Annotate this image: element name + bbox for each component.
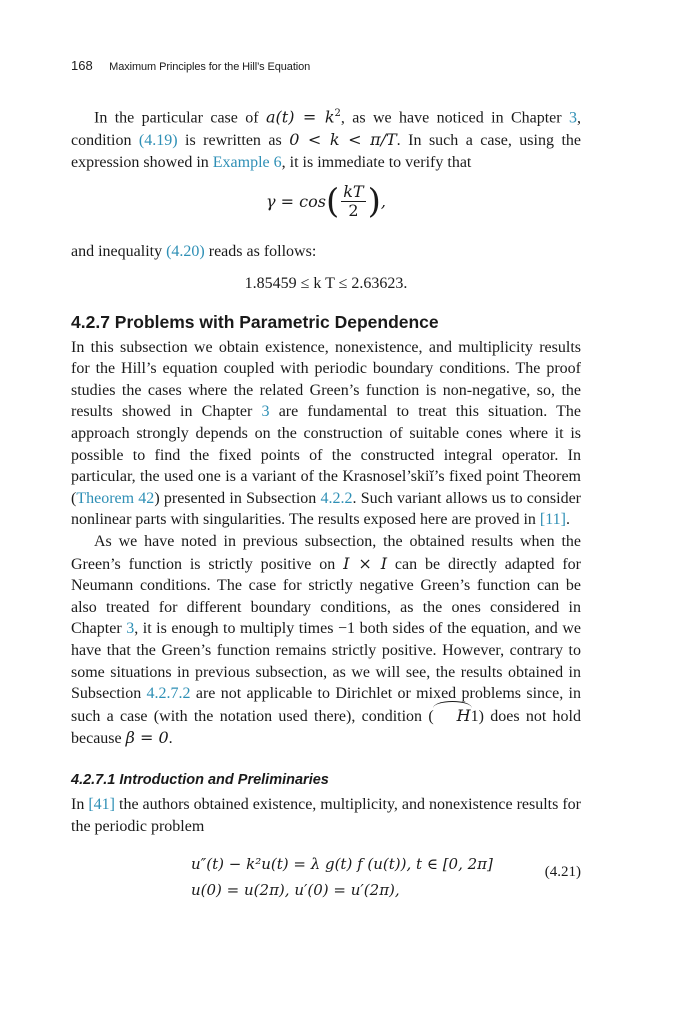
subsection-4-2-2-link[interactable]: 4.2.2 <box>320 489 353 507</box>
page-body <box>71 103 581 903</box>
math-beta: β = 0 <box>125 728 169 748</box>
chapter-3-link[interactable]: 3 <box>569 109 578 127</box>
paragraph-4 <box>71 531 581 750</box>
equation-line-1: u″(t) − k²u(t) = λ g(t) f (u(t)), t ∈ [0, 2π] <box>191 855 493 874</box>
text: . <box>168 730 173 748</box>
section-heading: 4.2.7 Problems with Parametric Dependence <box>71 311 439 332</box>
equation-number: (4.21) <box>544 864 581 881</box>
text: and inequality <box>71 243 167 261</box>
text: In this subsection we obtain existence, nonexistence, and multiplicity results for the Hill’s equation coupled with periodic boundary conditions. The proof studies the cases where the related Green’s function is non-negative, so, the results showed in Chapter <box>71 338 581 421</box>
right-paren: ) <box>367 181 381 222</box>
left-paren: ( <box>325 181 340 222</box>
page-number: 168 <box>71 58 93 73</box>
inequality: 1.85459 ≤ k T ≤ 2.63623. <box>244 274 408 292</box>
equation-lines <box>191 851 581 903</box>
text: . <box>565 511 570 529</box>
text: the authors obtained existence, multiplicity, and nonexistence results for the periodic problem <box>71 795 582 835</box>
eq-4-19-link[interactable]: (4.19) <box>138 131 178 149</box>
text: ) does not hold because <box>71 707 581 748</box>
equation-line-2: u(0) = u(2π), u′(0) = u′(2π), <box>191 881 400 900</box>
text: . Such variant allows us to consider nonlinear parts with singularities. The results exposed here are proved in <box>71 489 582 529</box>
math-k-range: 0 < k < π/T <box>289 129 397 149</box>
eq-4-20-link[interactable]: (4.20) <box>166 243 205 261</box>
equation-4-21 <box>71 851 581 903</box>
running-title: Maximum Principles for the Hill’s Equation <box>109 61 311 73</box>
text: In the particular case of <box>94 109 266 127</box>
paragraph-1 <box>71 103 581 173</box>
example-6-link[interactable]: Example 6 <box>212 153 282 171</box>
math-a-of-t: a(t) = k <box>266 107 335 127</box>
fraction-numerator: kT <box>343 182 364 202</box>
paragraph-5 <box>71 794 581 837</box>
running-header <box>71 57 310 75</box>
theorem-42-link[interactable]: Theorem 42 <box>76 489 155 507</box>
gamma-lhs: γ = cos <box>266 192 326 212</box>
text: , as we have noticed in Chapter <box>340 109 570 127</box>
text: is rewritten as <box>177 131 290 149</box>
math-IxI: I × I <box>343 553 388 573</box>
text: As we have noted in previous subsection, the obtained results when the Green’s function is strictly positive on <box>71 533 581 573</box>
math-sup: 2 <box>334 108 341 119</box>
text: can be directly adapted for Neumann conditions. The case for strictly negative Green’s function can be also treated for different boundary conditions, as the ones considered in Chapter <box>71 555 582 638</box>
text: reads as follows: <box>204 243 317 261</box>
text: . In such a case, using the expression showed in <box>71 131 581 171</box>
text: , it is enough to multiply times −1 both sides of the equation, and we have that the Green’s function remains strictly positive. However, contrary to some situations in previous subsection, as we will see, the results obtained in Subsection <box>71 620 581 703</box>
chapter-3-link[interactable]: 3 <box>261 403 270 421</box>
subsection-4-2-7-2-link[interactable]: 4.2.7.2 <box>146 685 191 703</box>
paragraph-3 <box>71 337 581 531</box>
text: ) presented in Subsection <box>154 489 321 507</box>
chapter-3-link[interactable]: 3 <box>126 620 135 638</box>
fraction-denominator: 2 <box>348 201 359 221</box>
comma: , <box>380 192 386 212</box>
text: In <box>71 795 89 813</box>
ref-41-link[interactable]: [41] <box>88 795 115 813</box>
paragraph-2 <box>71 241 581 263</box>
gamma-equation <box>71 183 581 233</box>
text: are not applicable to Dirichlet or mixed problems since, in such a case (with the notation used there), condition ( <box>71 685 582 725</box>
text: are fundamental to treat this situation. The approach strongly depends on the construction of suitable cones where it is possible to find the fixed points of the constructed integral operator. In particular, the used one is a variant of the Krasnosel’skiĭ’s fixed point Theorem ( <box>71 403 581 507</box>
fraction <box>341 183 365 220</box>
math-H-hat: H <box>434 705 471 727</box>
text: , it is immediate to verify that <box>281 153 472 171</box>
text: , condition <box>71 109 582 149</box>
subsection-heading: 4.2.7.1 Introduction and Preliminaries <box>71 771 329 788</box>
ref-11-link[interactable]: [11] <box>539 511 566 529</box>
math-H-index: 1 <box>470 707 479 725</box>
